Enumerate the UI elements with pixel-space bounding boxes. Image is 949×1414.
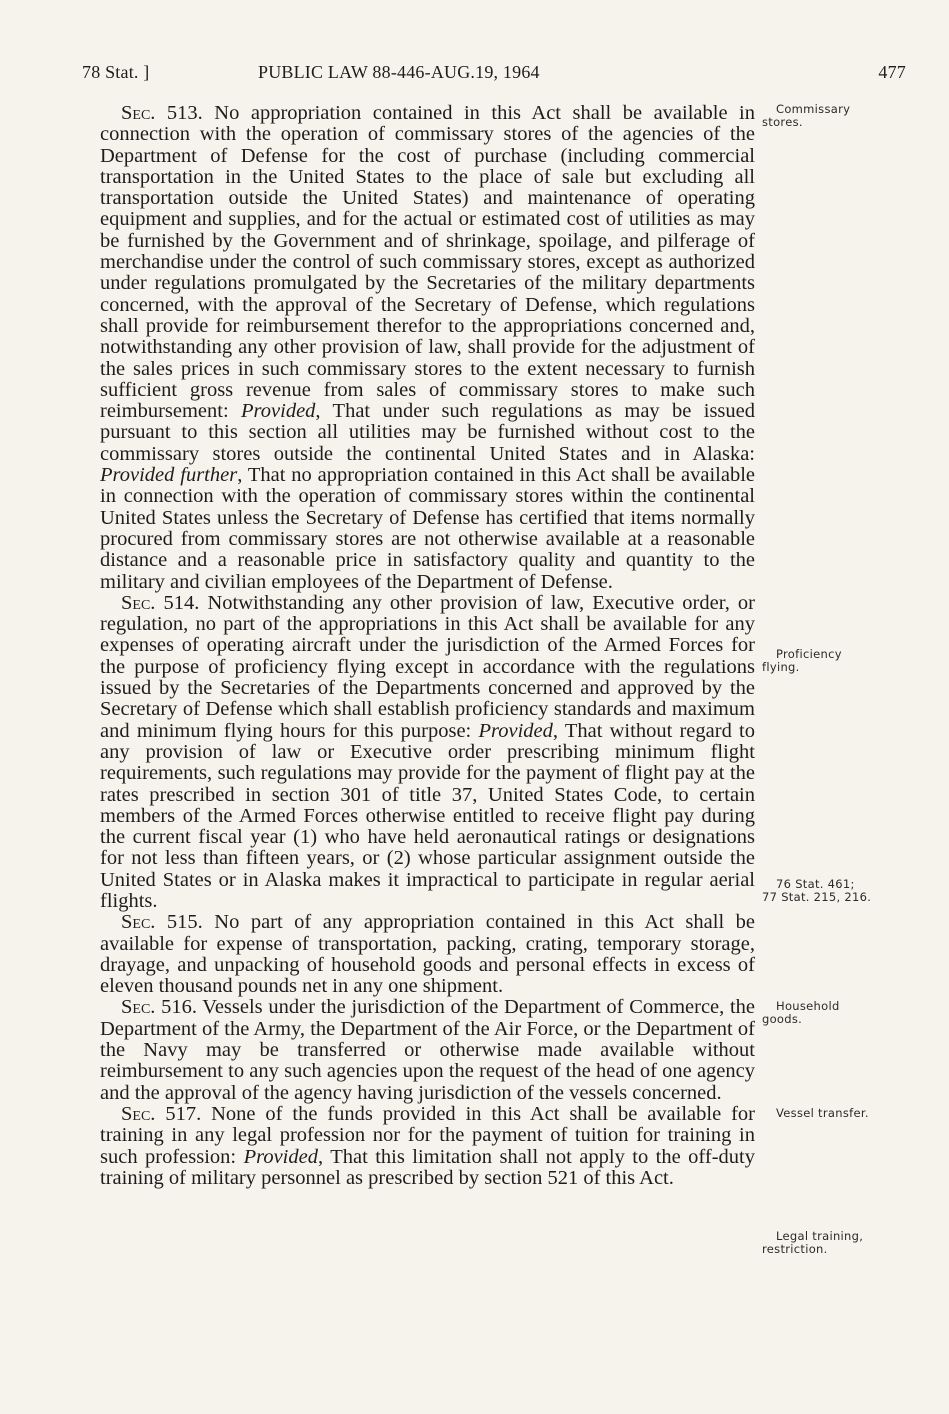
section-paragraph bbox=[100, 997, 755, 1103]
proviso-italic: Provided further bbox=[100, 464, 238, 487]
section-label: Sec. 517. bbox=[121, 1102, 202, 1125]
margin-note-commissary: Commissary stores. bbox=[762, 102, 851, 129]
section-text: , That no appropriation contained in this Act shall be available in connection with the operation of commissary stores within the continental United States unless the Secretary of Defense has certified that items normally procured from commissary stores are not otherwise available at a reasonable distance and a reasonable price in satisfactory quality and quantity to the military and civilian employees of the Department of Defense. bbox=[100, 464, 756, 593]
section-paragraph bbox=[100, 1104, 755, 1189]
section-text: , That this limitation shall not apply to the off-duty training of military personnel as prescribed by section 521 of this Act. bbox=[100, 1145, 755, 1189]
margin-note-vessel: Vessel transfer. bbox=[776, 1106, 869, 1120]
section-text: Vessels under the jurisdiction of the Department of Commerce, the Department of the Army, the Department of the Air Force, or the Department of the Navy may be transferred or otherwise made available without reimbursement to any such agencies upon the request of the head of one agency and the approval of the agency having jurisdiction of the vessels concerned. bbox=[100, 996, 755, 1104]
section-text: No part of any appropriation contained in this Act shall be available for expense of transportation, packing, crating, temporary storage, drayage, and unpacking of household goods and personal effects in excess of eleven thousand pounds net in any one shipment. bbox=[100, 911, 755, 998]
page-number: 477 bbox=[878, 62, 906, 82]
margin-note-stat-citation: 76 Stat. 461; 77 Stat. 215, 216. bbox=[762, 877, 872, 904]
section-text: Notwithstanding any other provision of law, Executive order, or regulation, no part of the appropriations in this Act shall be available for any expenses of operating aircraft under the jurisdiction of the Armed Forces for the purpose of proficiency flying except in accordance with the regulations issued by the Secretaries of the Departments concerned and approved by the Secretary of Defense which shall establish proficiency standards and maximum and minimum flying hours for this purpose: bbox=[100, 591, 755, 742]
running-header bbox=[82, 62, 906, 86]
margin-note-proficiency: Proficiency flying. bbox=[762, 647, 842, 674]
section-paragraph bbox=[100, 912, 755, 997]
statute-volume: 78 Stat. ] bbox=[82, 62, 150, 82]
proviso-italic: Provided bbox=[243, 1145, 318, 1168]
public-law-title: PUBLIC LAW 88-446-AUG.19, 1964 bbox=[258, 62, 540, 82]
section-text: No appropriation contained in this Act shall be available in connection with the operation of commissary stores of the agencies of the Department of Defense for the cost of purchase (including commercial transportation in the United States to the place of sale but excluding all transportation outside the United States) and maintenance of operating equipment and supplies, and for the actual or estimated cost of utilities as may be furnished by the Government and of shrinkage, spoilage, and pilferage of merchandise under the control of such commissary stores, except as authorized under regulations promulgated by the Secretaries of the military departments concerned, with the approval of the Secretary of Defense, which regulations shall provide for reimbursement therefor to the appropriations concerned and, notwithstanding any other provision of law, shall provide for the adjustment of the sales prices in such commissary stores to the extent necessary to furnish sufficient gross revenue from sales of commissary stores to make such reimbursement: bbox=[100, 102, 755, 423]
section-text: None of the funds provided in this Act shall be available for training in any legal profession nor for the payment of tuition for training in such profession: bbox=[100, 1102, 755, 1168]
section-text: , That under such regulations as may be issued pursuant to this section all utilities may be furnished without cost to the commissary stores outside the continental United States and in Alaska: bbox=[100, 400, 755, 465]
proviso-italic: Provided bbox=[478, 719, 553, 742]
section-label: Sec. 515. bbox=[121, 911, 203, 934]
section-paragraph bbox=[100, 103, 755, 593]
proviso-italic: Provided bbox=[241, 400, 316, 423]
section-label: Sec. 514. bbox=[121, 591, 200, 614]
margin-note-legal-training: Legal training, restriction. bbox=[762, 1229, 864, 1256]
main-text-column bbox=[100, 103, 755, 1189]
margin-note-household: Household goods. bbox=[762, 999, 840, 1026]
section-paragraph bbox=[100, 593, 755, 912]
section-label: Sec. 516. bbox=[121, 996, 197, 1019]
section-text: , That without regard to any provision of law or Executive order prescribing minimum flight requirements, such regulations may provide for the payment of flight pay at the rates prescribed in section 301 of title 37, United States Code, to certain members of the Armed Forces otherwise entitled to receive flight pay during the current fiscal year (1) who have held aeronautical ratings or designations for not less than fifteen years, or (2) whose particular assignment outside the United States or in Alaska makes it impractical to participate in regular aerial flights. bbox=[100, 719, 755, 912]
section-label: Sec. 513. bbox=[121, 102, 203, 124]
